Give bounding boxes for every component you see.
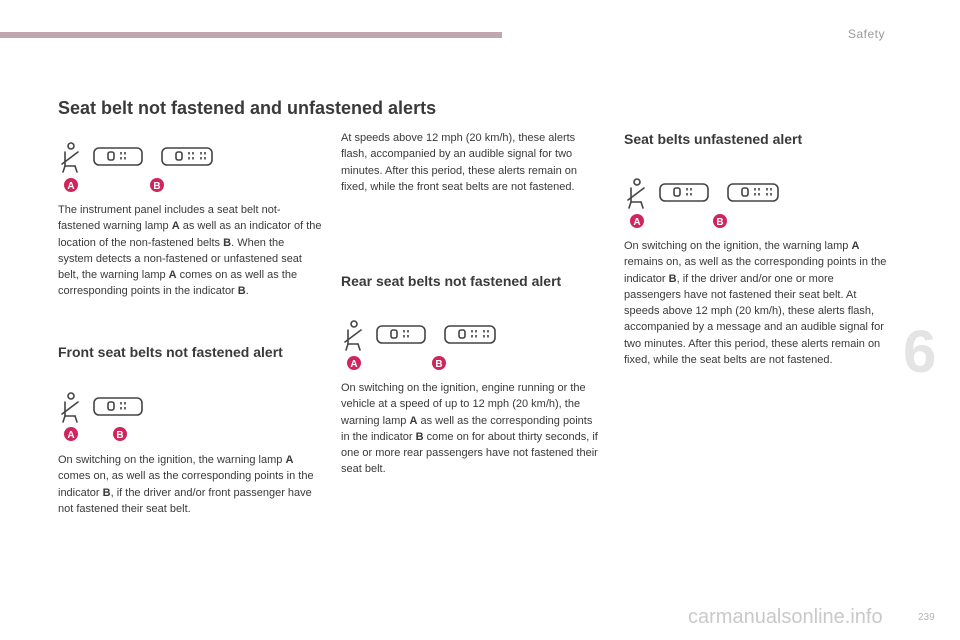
seatbelt-warning-icon (62, 143, 78, 172)
svg-text:A: A (67, 181, 75, 192)
intro-figure (58, 142, 218, 194)
label-marker-a (64, 427, 78, 441)
seatbelt-warning-icon (628, 179, 644, 208)
seatbelt-warning-icon (345, 321, 361, 350)
unfastened-figure (624, 178, 784, 230)
seat-indicator-front-icon (377, 326, 425, 343)
page-title: Seat belt not fastened and unfastened alerts (58, 98, 437, 118)
seat-indicator-front-icon (660, 184, 708, 201)
front-heading: Front seat belts not fastened alert (58, 344, 283, 360)
header-bar (0, 32, 502, 38)
front-text: On switching on the ignition, the warning lamp A comes on, as well as the corresponding points in the indicator B, if the driver and/or front passenger have not fastened their seat belt. (58, 454, 314, 515)
unfastened-heading: Seat belts unfastened alert (624, 131, 803, 147)
svg-text:B: B (153, 181, 161, 192)
seatbelt-warning-icon (62, 393, 78, 422)
speed-alert-text: At speeds above 12 mph (20 km/h), these alerts flash, accompanied by an audible signal for two minutes. After this period, these alerts remain on fixed, while the front seat belts are not fastened. (341, 132, 578, 193)
label-marker-b (713, 214, 727, 228)
intro-text: The instrument panel includes a seat belt not-fastened warning lamp A as well as an indicator of the location of the non-fastened belts B. When the system detects a non-fastened or unfastened seat belt, the warning lamp A comes on as well as the corresponding points in the indicator B. (58, 204, 322, 298)
label-marker-b (150, 178, 164, 192)
svg-text:A: A (633, 217, 641, 228)
section-name: Safety (848, 27, 886, 41)
seat-indicator-full-icon (162, 148, 212, 165)
chapter-number: 6 (903, 318, 937, 385)
front-figure (58, 392, 158, 444)
rear-figure (341, 320, 501, 372)
svg-text:B: B (435, 359, 443, 370)
seat-indicator-front-icon (94, 148, 142, 165)
label-marker-a (630, 214, 644, 228)
rear-heading: Rear seat belts not fastened alert (341, 273, 562, 289)
page-number: 239 (918, 612, 935, 623)
rear-text: On switching on the ignition, engine running or the vehicle at a speed of up to 12 mph (20 km/h), the warning lamp A as well as the corresponding points in the indicator B come on for about thirty seconds, if one or more rear passengers have not fastened their seat belt. (341, 382, 598, 476)
svg-text:A: A (350, 359, 358, 370)
label-marker-a (64, 178, 78, 192)
seat-indicator-front-icon (94, 398, 142, 415)
label-marker-a (347, 356, 361, 370)
label-marker-b (113, 427, 127, 441)
unfastened-text: On switching on the ignition, the warning lamp A remains on, as well as the corresponding points in the indicator B, if the driver and/or one or more passengers have not fastened their seat belt. At speeds above 12 mph (20 km/h), these alerts flash, accompanied by a message and an audible signal for two minutes. After this period, these alerts remain on fixed, while the seat belts are not fastened. (624, 240, 887, 367)
svg-text:B: B (116, 430, 124, 441)
svg-text:B: B (716, 217, 724, 228)
svg-text:A: A (67, 430, 75, 441)
seat-indicator-full-icon (445, 326, 495, 343)
label-marker-b (432, 356, 446, 370)
seat-indicator-full-icon (728, 184, 778, 201)
watermark: carmanualsonline.info (688, 606, 883, 628)
